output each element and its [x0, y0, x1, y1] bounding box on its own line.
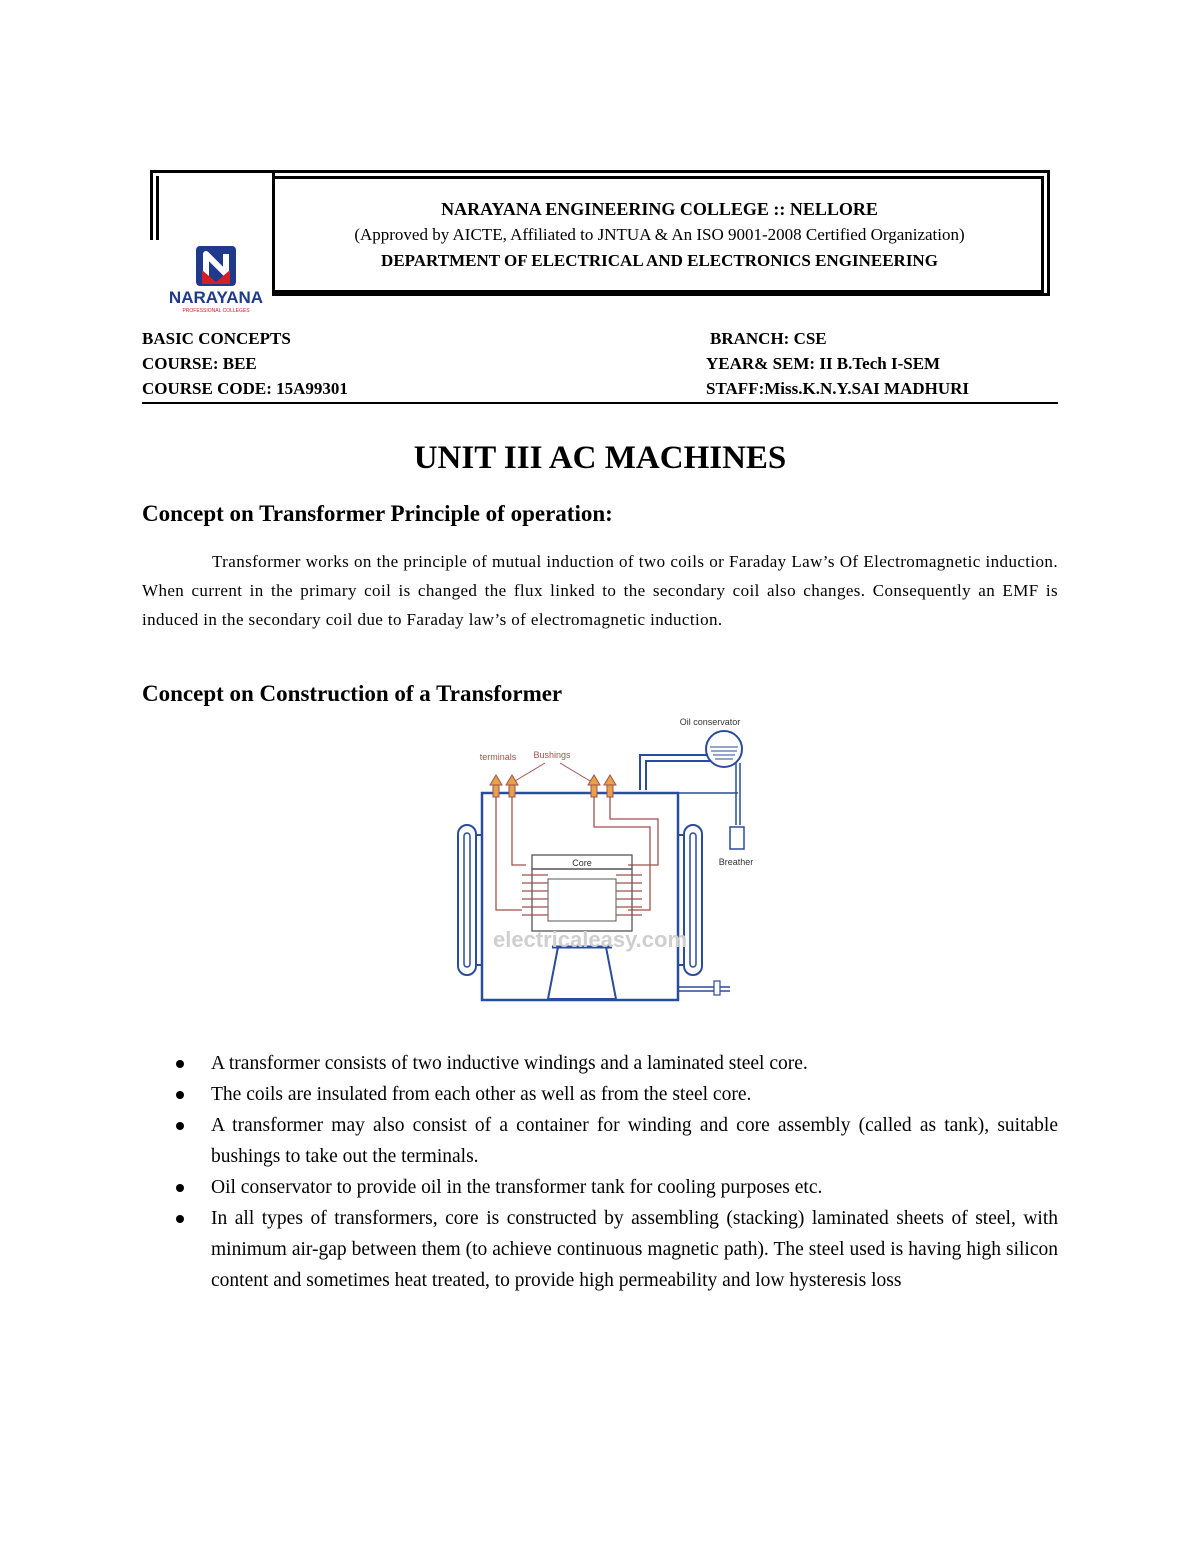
bullet-icon — [176, 1122, 184, 1130]
list-item: Oil conservator to provide oil in the transformer tank for cooling purposes etc. — [142, 1172, 1058, 1203]
bullet-icon — [176, 1184, 184, 1192]
header-text — [275, 196, 1044, 274]
course-info — [142, 326, 542, 401]
subject-label: BASIC CONCEPTS — [142, 329, 291, 348]
core-body — [532, 869, 632, 931]
list-item: A transformer consists of two inductive windings and a laminated steel core. — [142, 1048, 1058, 1079]
course-label: COURSE: BEE — [142, 354, 257, 373]
breather-label: Breather — [718, 857, 754, 867]
section-heading-construction: Concept on Construction of a Transformer — [142, 681, 563, 706]
branch-label: BRANCH: CSE — [710, 329, 827, 348]
principle-paragraph — [142, 547, 1058, 634]
header-border — [275, 290, 1044, 293]
oil-conservator-label: Oil conservator — [679, 717, 741, 727]
oil-conservator-icon — [706, 731, 742, 767]
course-code-label: COURSE CODE: 15A99301 — [142, 379, 348, 398]
bullet-icon — [176, 1215, 184, 1223]
section-heading-principle: Concept on Transformer Principle of operation: — [142, 501, 613, 526]
list-item: The coils are insulated from each other as well as from the steel core. — [142, 1079, 1058, 1110]
transformer-diagram — [440, 715, 770, 1015]
bushings-label: Bushings — [533, 750, 571, 760]
breather-icon — [730, 827, 744, 849]
logo-subtext: PROFESSIONAL COLLEGES — [182, 308, 250, 314]
bullet-icon — [176, 1091, 184, 1099]
year-sem-label: YEAR& SEM: II B.Tech I-SEM — [706, 354, 941, 373]
core-label: Core — [572, 858, 592, 868]
logo-text: NARAYANA — [168, 288, 264, 307]
department-name: DEPARTMENT OF ELECTRICAL AND ELECTRONICS ENGINEERING — [381, 251, 938, 270]
approval-line: (Approved by AICTE, Affiliated to JNTUA & An ISO 9001-2008 Certified Organization) — [354, 225, 965, 244]
info-divider — [142, 402, 1058, 404]
principle-text: Transformer works on the principle of mutual induction of two coils or Faraday Law’s Of Electromagnetic induction. When current in the primary coil is changed the flux linked to the secondary coil also changes. Consequently an EMF is induced in the secondary coil due to Faraday law’s of electromagnetic induction. — [142, 552, 1058, 629]
bullet-icon — [176, 1060, 184, 1068]
staff-label: STAFF:Miss.K.N.Y.SAI MADHURI — [706, 379, 970, 398]
radiator-right — [684, 825, 702, 975]
header-border — [275, 176, 1044, 179]
terminals-label: terminals — [479, 752, 517, 762]
list-item: A transformer may also consist of a container for winding and core assembly (called as tank), suitable bushings to take out the terminals. — [142, 1110, 1058, 1172]
watermark-text: electricaleasy.com — [492, 927, 688, 952]
unit-title: UNIT III AC MACHINES — [413, 440, 787, 476]
core-base — [548, 947, 616, 999]
radiator-left — [458, 825, 476, 975]
narayana-logo — [150, 240, 272, 316]
drain-valve-icon — [714, 981, 720, 995]
college-name: NARAYANA ENGINEERING COLLEGE :: NELLORE — [441, 199, 878, 219]
staff-info — [706, 326, 1066, 401]
list-item: In all types of transformers, core is constructed by assembling (stacking) laminated sheets of steel, with minimum air-gap between them (to achieve continuous magnetic path). The steel used is having high silicon content and sometimes heat treated, to provide high permeability and low hysteresis loss — [142, 1203, 1058, 1296]
construction-bullets — [142, 1048, 1058, 1296]
